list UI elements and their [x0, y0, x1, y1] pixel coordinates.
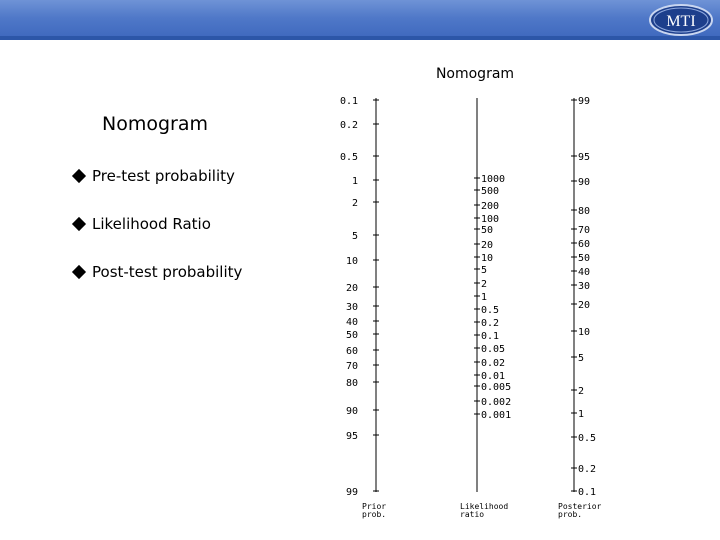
prior-tick-label: 30	[345, 302, 358, 313]
prior-tick-label: 5	[351, 231, 358, 242]
likelihood-tick-label: 0.02	[481, 358, 506, 369]
prior-tick-label: 0.5	[339, 152, 358, 163]
posterior-tick-label: 1	[578, 409, 585, 420]
likelihood-tick-label: 1000	[481, 174, 506, 185]
posterior-tick-label: 2	[578, 386, 585, 397]
prior-tick-label: 10	[345, 256, 358, 267]
prior-tick-label: 70	[345, 361, 358, 372]
mti-logo	[648, 3, 714, 37]
diamond-bullet-icon	[72, 169, 86, 183]
posterior-tick-label: 30	[578, 281, 591, 292]
diamond-bullet-icon	[72, 217, 86, 231]
likelihood-tick-label: 20	[481, 240, 494, 251]
prior-tick-label: 95	[345, 431, 358, 442]
likelihood-tick-label: 0.002	[481, 397, 512, 408]
likelihood-tick-label: 0.05	[481, 344, 506, 355]
prior-tick-label: 80	[345, 378, 358, 389]
posterior-ticks	[571, 96, 596, 498]
likelihood-tick-label: 500	[481, 186, 500, 197]
bullet-text: Pre-test probability	[92, 167, 235, 185]
likelihood-tick-label: 200	[481, 201, 500, 212]
prior-axis-label-2: prob.	[362, 510, 387, 519]
prior-tick-label: 60	[345, 346, 358, 357]
slide-title: Nomogram	[102, 113, 208, 135]
posterior-tick-label: 60	[578, 239, 591, 250]
likelihood-tick-label: 0.5	[481, 305, 500, 316]
posterior-tick-label: 10	[578, 327, 591, 338]
likelihood-tick-label: 1	[481, 292, 488, 303]
posterior-tick-label: 70	[578, 225, 591, 236]
prior-tick-label: 40	[345, 317, 358, 328]
header-bar	[0, 0, 720, 40]
likelihood-tick-label: 10	[481, 253, 494, 264]
nomogram	[330, 88, 620, 528]
likelihood-tick-label: 0.01	[481, 371, 506, 382]
prior-tick-label: 20	[345, 283, 358, 294]
prior-axis-label-1: Prior	[362, 502, 387, 511]
header-strip	[0, 36, 720, 40]
diagram-title: Nomogram	[435, 66, 515, 82]
posterior-tick-label: 5	[578, 353, 585, 364]
bullet-list	[72, 164, 242, 308]
likelihood-axis-label-1: Likelihood	[460, 502, 509, 511]
likelihood-tick-label: 0.005	[481, 382, 512, 393]
bullet-text: Likelihood Ratio	[92, 215, 211, 233]
likelihood-tick-label: 0.1	[481, 331, 500, 342]
bullet-item	[72, 164, 242, 188]
likelihood-tick-label: 0.2	[481, 318, 500, 329]
likelihood-tick-label: 50	[481, 225, 494, 236]
likelihood-axis-label-2: ratio	[460, 510, 485, 519]
likelihood-tick-label: 5	[481, 265, 488, 276]
posterior-tick-label: 0.1	[578, 487, 597, 498]
prior-tick-label: 50	[345, 330, 358, 341]
prior-tick-label: 0.1	[339, 96, 358, 107]
posterior-tick-label: 40	[578, 267, 591, 278]
posterior-tick-label: 0.5	[578, 433, 597, 444]
prior-tick-label: 90	[345, 406, 358, 417]
prior-tick-label: 1	[351, 176, 358, 187]
prior-tick-label: 0.2	[339, 120, 358, 131]
prior-ticks	[340, 96, 379, 498]
posterior-tick-label: 95	[578, 152, 591, 163]
likelihood-tick-label: 2	[481, 279, 488, 290]
logo-text: MTI	[666, 13, 696, 30]
posterior-tick-label: 20	[578, 300, 591, 311]
posterior-tick-label: 80	[578, 206, 591, 217]
likelihood-tick-label: 100	[481, 214, 500, 225]
likelihood-tick-label: 0.001	[481, 410, 512, 421]
bullet-item	[72, 212, 242, 236]
posterior-axis-label-2: prob.	[558, 510, 583, 519]
prior-tick-label: 2	[351, 198, 358, 209]
diamond-bullet-icon	[72, 265, 86, 279]
likelihood-ticks	[474, 174, 511, 421]
bullet-text: Post-test probability	[92, 263, 243, 281]
prior-tick-label: 99	[345, 487, 358, 498]
posterior-tick-label: 99	[578, 96, 591, 107]
posterior-tick-label: 90	[578, 177, 591, 188]
posterior-tick-label: 0.2	[578, 464, 597, 475]
posterior-tick-label: 50	[578, 253, 591, 264]
posterior-axis-label-1: Posterior	[558, 502, 602, 511]
bullet-item	[72, 260, 242, 284]
